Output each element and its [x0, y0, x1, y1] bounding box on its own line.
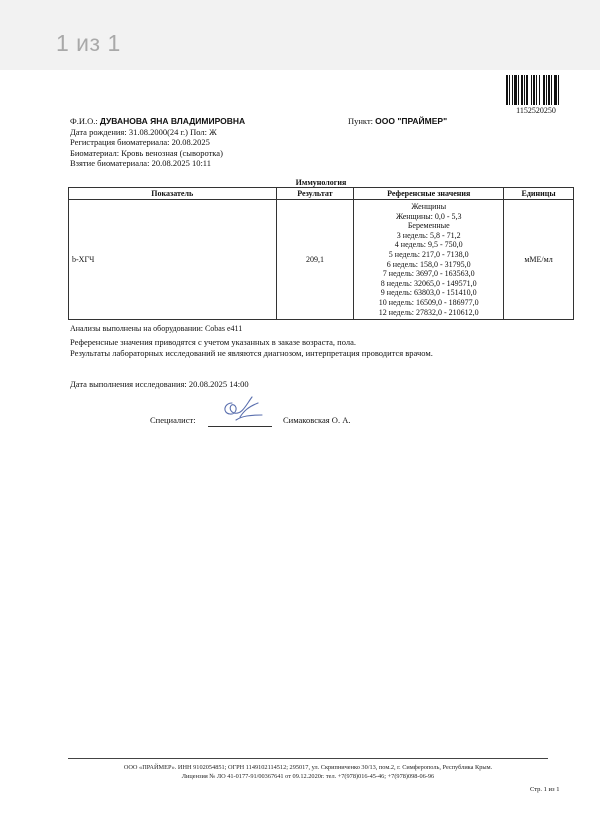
registration-date: Регистрация биоматериала: 20.08.2025 — [70, 137, 210, 147]
signature-line — [208, 426, 272, 427]
footer-license: Лицензия № ЛО 41-0177-91/00367641 от 09.12.2020г. тел. +7(978)016-45-46; +7(978)098-06-96 — [181, 773, 435, 780]
indicator-cell: b-ХГЧ — [69, 200, 277, 320]
header-result: Результат — [276, 188, 354, 200]
notes — [70, 337, 433, 359]
ref-line: 12 недель: 27832,0 - 210612,0 — [378, 307, 479, 317]
ref-line: 9 недель: 63803,0 - 151410,0 — [380, 288, 477, 298]
equipment-note: Анализы выполнены на оборудовании: Cobas e411 — [70, 324, 243, 333]
ref-line: Беременные — [407, 221, 450, 231]
sex-value: Ж — [209, 126, 217, 137]
birth-date: 31.08.2000(24 г.) — [128, 126, 189, 137]
specialist-label: Специалист: — [150, 415, 196, 425]
sex-label: Пол: — [190, 126, 208, 137]
header-units: Единицы — [504, 188, 574, 200]
results-table — [68, 187, 574, 320]
footer-divider — [68, 758, 548, 759]
ref-line: 8 недель: 32065,0 - 149571,0 — [380, 278, 477, 288]
viewer-toolbar — [0, 0, 600, 70]
section-title: Иммунология — [295, 178, 347, 187]
barcode-number: 1152520250 — [516, 106, 556, 115]
note-diagnosis: Результаты лабораторных исследований не являются диагнозом, интерпретация проводится врачом. — [70, 348, 433, 358]
point-value: ООО "ПРАЙМЕР" — [375, 116, 448, 126]
patient-info — [70, 116, 245, 169]
page-number: Стр. 1 из 1 — [530, 786, 560, 793]
ref-line: 7 недель: 3697,0 - 163563,0 — [382, 269, 475, 279]
header-indicator: Показатель — [69, 188, 277, 200]
unit-cell: мМЕ/мл — [504, 200, 574, 320]
collection-date: Взятие биоматериала: 20.08.2025 10:11 — [70, 158, 211, 168]
reference-cell — [354, 200, 504, 320]
date-completed: Дата выполнения исследования: 20.08.2025 14:00 — [70, 379, 249, 389]
ref-line: 6 недель: 158,0 - 31795,0 — [386, 259, 471, 269]
patient-fio-row — [70, 116, 245, 127]
ref-line: 3 недель: 5,8 - 71,2 — [396, 230, 461, 240]
header-reference: Референсные значения — [354, 188, 504, 200]
ref-line: Женщины: 0,0 - 5,3 — [395, 211, 462, 221]
ref-line: 4 недель: 9,5 - 750,0 — [394, 240, 463, 250]
fio-label: Ф.И.О.: — [70, 116, 98, 126]
footer — [68, 763, 548, 781]
birth-label: Дата рождения: — [70, 126, 127, 137]
signature-image — [218, 393, 264, 425]
specialist-name: Симаковская О. А. — [283, 415, 351, 425]
patient-birth-row — [70, 127, 245, 138]
point-label: Пункт: — [348, 116, 374, 126]
table-header-row — [69, 188, 574, 200]
ref-line: 10 недель: 16509,0 - 186977,0 — [378, 297, 479, 307]
footer-company: ООО «ПРАЙМЕР». ИНН 9102054851; ОГРН 1149102114512; 295017, ул. Скрипниченко 30/13, пом.2, г. Симферополь, Республика Крым. — [123, 764, 493, 771]
ref-line: Женщины — [411, 202, 447, 211]
patient-name: ДУВАНОВА ЯНА ВЛАДИМИРОВНА — [99, 116, 246, 126]
note-reference: Референсные значения приводятся с учетом указанных в заказе возраста, пола. — [70, 337, 357, 347]
result-cell: 209,1 — [276, 200, 354, 320]
point-info — [348, 116, 447, 126]
biomaterial: Биоматериал: Кровь венозная (сыворотка) — [70, 147, 223, 158]
page-indicator: 1 из 1 — [56, 30, 121, 56]
ref-line: 5 недель: 217,0 - 7138,0 — [388, 249, 469, 259]
table-row — [69, 200, 574, 320]
barcode — [506, 75, 562, 105]
